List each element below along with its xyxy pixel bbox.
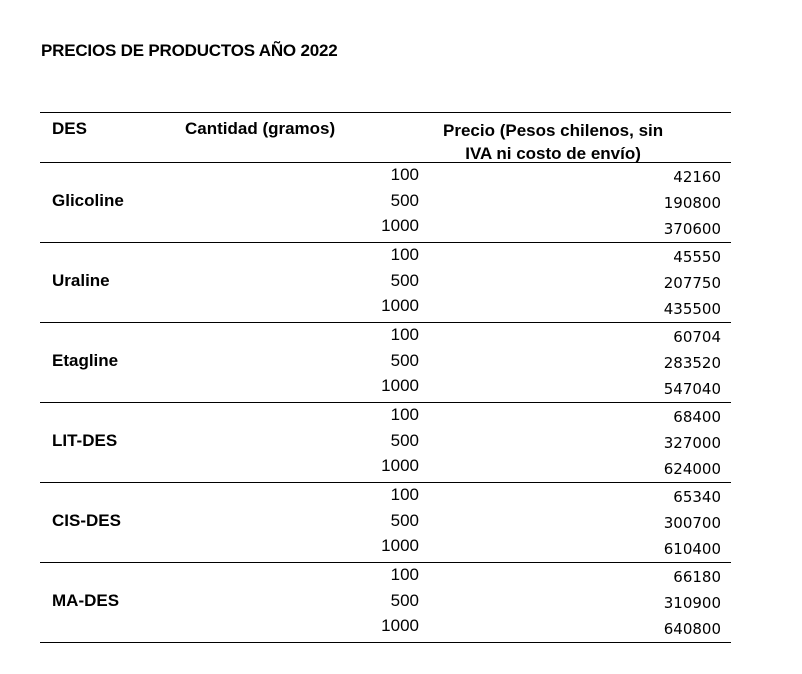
price-cell: 283520 bbox=[663, 354, 721, 372]
product-name: Etagline bbox=[52, 351, 119, 370]
header-precio-line1: Precio (Pesos chilenos, sin bbox=[443, 121, 664, 140]
price-cell: 435500 bbox=[663, 300, 721, 318]
price-cell: 65340 bbox=[673, 488, 721, 506]
product-group-cis-des bbox=[40, 483, 731, 563]
product-group-ma-des bbox=[40, 563, 731, 643]
quantity-cell: 100 bbox=[390, 245, 419, 264]
quantity-cell: 500 bbox=[390, 351, 419, 370]
price-cell: 45550 bbox=[673, 248, 721, 266]
price-cell: 300700 bbox=[663, 514, 721, 532]
page-title: PRECIOS DE PRODUCTOS AÑO 2022 bbox=[41, 41, 338, 60]
header-cantidad: Cantidad (gramos) bbox=[185, 119, 336, 138]
price-cell: 610400 bbox=[663, 540, 721, 558]
quantity-cell: 100 bbox=[390, 325, 419, 344]
product-group-lit-des bbox=[40, 403, 731, 483]
product-name: MA-DES bbox=[52, 591, 120, 610]
price-cell: 66180 bbox=[673, 568, 721, 586]
quantity-cell: 100 bbox=[390, 405, 419, 424]
product-name: Glicoline bbox=[52, 191, 124, 210]
price-cell: 310900 bbox=[663, 594, 721, 612]
header-precio bbox=[443, 119, 663, 165]
quantity-cell: 100 bbox=[390, 165, 419, 184]
quantity-cell: 1000 bbox=[381, 616, 419, 635]
price-table bbox=[40, 112, 731, 643]
price-cell: 190800 bbox=[663, 194, 721, 212]
quantity-cell: 1000 bbox=[381, 216, 419, 235]
product-group-etagline bbox=[40, 323, 731, 403]
quantity-cell: 100 bbox=[390, 485, 419, 504]
quantity-cell: 500 bbox=[390, 271, 419, 290]
product-name: LIT-DES bbox=[52, 431, 118, 450]
header-des: DES bbox=[52, 119, 87, 138]
price-cell: 370600 bbox=[663, 220, 721, 238]
quantity-cell: 1000 bbox=[381, 296, 419, 315]
header-precio-line2: IVA ni costo de envío) bbox=[465, 144, 641, 163]
price-cell: 547040 bbox=[663, 380, 721, 398]
quantity-cell: 1000 bbox=[381, 536, 419, 555]
quantity-cell: 1000 bbox=[381, 376, 419, 395]
product-name: Uraline bbox=[52, 271, 110, 290]
quantity-cell: 500 bbox=[390, 431, 419, 450]
product-name: CIS-DES bbox=[52, 511, 121, 530]
product-group-glicoline bbox=[40, 163, 731, 243]
quantity-cell: 1000 bbox=[381, 456, 419, 475]
price-cell: 207750 bbox=[663, 274, 721, 292]
quantity-cell: 500 bbox=[390, 511, 419, 530]
quantity-cell: 500 bbox=[390, 191, 419, 210]
price-cell: 624000 bbox=[663, 460, 721, 478]
price-cell: 68400 bbox=[673, 408, 721, 426]
price-cell: 640800 bbox=[663, 620, 721, 638]
product-group-uraline bbox=[40, 243, 731, 323]
quantity-cell: 500 bbox=[390, 591, 419, 610]
price-cell: 327000 bbox=[663, 434, 721, 452]
table-header bbox=[40, 112, 731, 163]
price-cell: 42160 bbox=[673, 168, 721, 186]
price-cell: 60704 bbox=[673, 328, 721, 346]
quantity-cell: 100 bbox=[390, 565, 419, 584]
